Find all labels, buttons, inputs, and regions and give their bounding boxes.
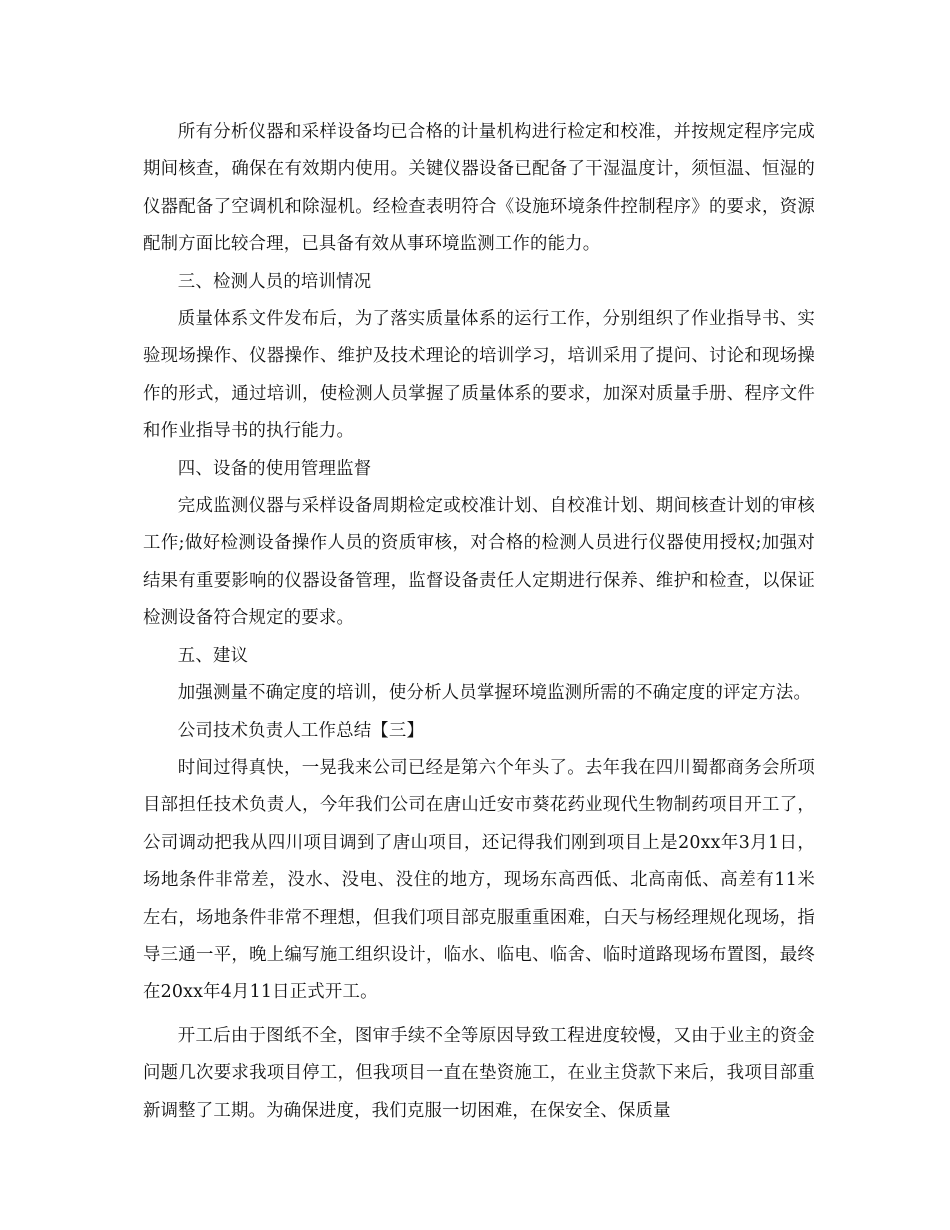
paragraph-equipment-supervision: 完成监测仪器与采样设备周期检定或校准计划、自校准计划、期间核查计划的审核工作;做好检测设备操作人员的资质审核，对合格的检测人员进行仪器使用授权;加强对结果有重要影响的仪器设备管理，监督设备责任人定期进行保养、维护和检查，以保证检测设备符合规定的要求。: [143, 496, 815, 629]
paragraph-training: 质量体系文件发布后，为了落实质量体系的运行工作，分别组织了作业指导书、实验现场操作、仪器操作、维护及技术理论的培训学习，培训采用了提问、讨论和现场操作的形式，通过培训，使检测人员掌握了质量体系的要求，加深对质量手册、程序文件和作业指导书的执行能力。: [143, 309, 815, 442]
document-body: [143, 114, 815, 1130]
section-heading-training: 三、检测人员的培训情况: [177, 271, 372, 292]
section-heading-equipment-supervision: 四、设备的使用管理监督: [177, 458, 372, 479]
section-heading-suggestions: 五、建议: [177, 645, 249, 666]
paragraph-suggestions: 加强测量不确定度的培训，使分析人员掌握环境监测所需的不确定度的评定方法。: [177, 683, 812, 704]
paragraph-equipment-calibration: 所有分析仪器和采样设备均已合格的计量机构进行检定和校准，并按规定程序完成期间核查，确保在有效期内使用。关键仪器设备已配备了干湿温度计，须恒温、恒湿的仪器配备了空调机和除湿机。经检查表明符合《设施环境条件控制程序》的要求，资源配制方面比较合理，已具备有效从事环境监测工作的能力。: [143, 122, 815, 255]
paragraph-project-progress: 开工后由于图纸不全，图审手续不全等原因导致工程进度较慢，又由于业主的资金问题几次要求我项目停工，但我项目一直在垫资施工，在业主贷款下来后，我项目部重新调整了工期。为确保进度，我们克服一切困难，在保安全、保质量: [143, 1025, 815, 1121]
summary-title: 公司技术负责人工作总结【三】: [177, 720, 425, 741]
paragraph-project-start: 时间过得真快，一晃我来公司已经是第六个年头了。去年我在四川蜀都商务会所项目部担任技术负责人，今年我们公司在唐山迁安市葵花药业现代生物制药项目开工了，公司调动把我从四川项目调到了唐山项目，还记得我们刚到项目上是20xx年3月1日，场地条件非常差，没水、没电、没住的地方，现场东高西低、北高南低、高差有11米左右，场地条件非常不理想，但我们项目部克服重重困难，白天与杨经理规化现场，指导三通一平，晚上编写施工组织设计，临水、临电、临舍、临时道路现场布置图，最终在20xx年4月11日正式开工。: [143, 757, 815, 1003]
